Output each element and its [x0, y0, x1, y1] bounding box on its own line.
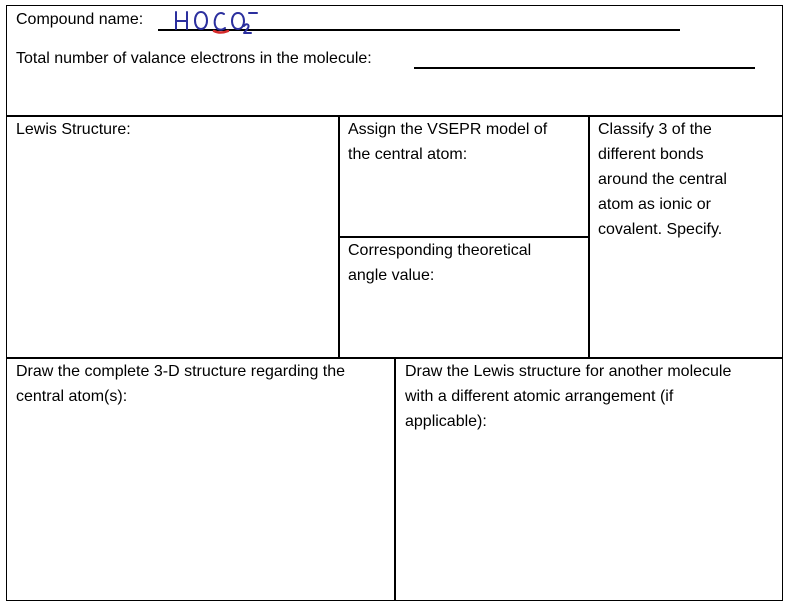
vsepr-label-line-2: the central atom:	[348, 146, 468, 163]
classify-bonds-cell[interactable]	[590, 117, 782, 357]
vsepr-model-cell[interactable]	[340, 117, 588, 236]
other-label-line-2: with a different atomic arrangement (if	[405, 388, 674, 405]
draw-3d-structure-cell[interactable]	[8, 359, 394, 600]
classify-label-line-3: around the central	[598, 171, 727, 188]
compound-name-label: Compound name:	[16, 11, 144, 28]
classify-label-line-1: Classify 3 of the	[598, 121, 712, 138]
other-label-line-1: Draw the Lewis structure for another molecule	[405, 363, 732, 380]
draw3d-label-line-2: central atom(s):	[16, 388, 128, 405]
valence-electrons-label: Total number of valance electrons in the molecule:	[16, 50, 372, 67]
draw3d-label-line-1: Draw the complete 3-D structure regarding the	[16, 363, 346, 380]
other-label-line-3: applicable):	[405, 413, 487, 430]
angle-label-line-1: Corresponding theoretical	[348, 242, 532, 259]
classify-label-line-5: covalent. Specify.	[598, 221, 723, 238]
angle-label-line-2: angle value:	[348, 267, 435, 284]
theoretical-angle-cell[interactable]	[340, 238, 588, 357]
lewis-structure-cell[interactable]	[8, 117, 338, 357]
classify-label-line-4: atom as ionic or	[598, 196, 711, 213]
valence-electrons-blank[interactable]	[414, 67, 755, 69]
classify-label-line-2: different bonds	[598, 146, 704, 163]
lewis-structure-label: Lewis Structure:	[16, 121, 131, 138]
compound-name-answer	[158, 5, 268, 43]
vsepr-label-line-1: Assign the VSEPR model of	[348, 121, 548, 138]
handwriting-hoco2-graphic	[158, 5, 268, 43]
other-lewis-structure-cell[interactable]	[396, 359, 782, 600]
